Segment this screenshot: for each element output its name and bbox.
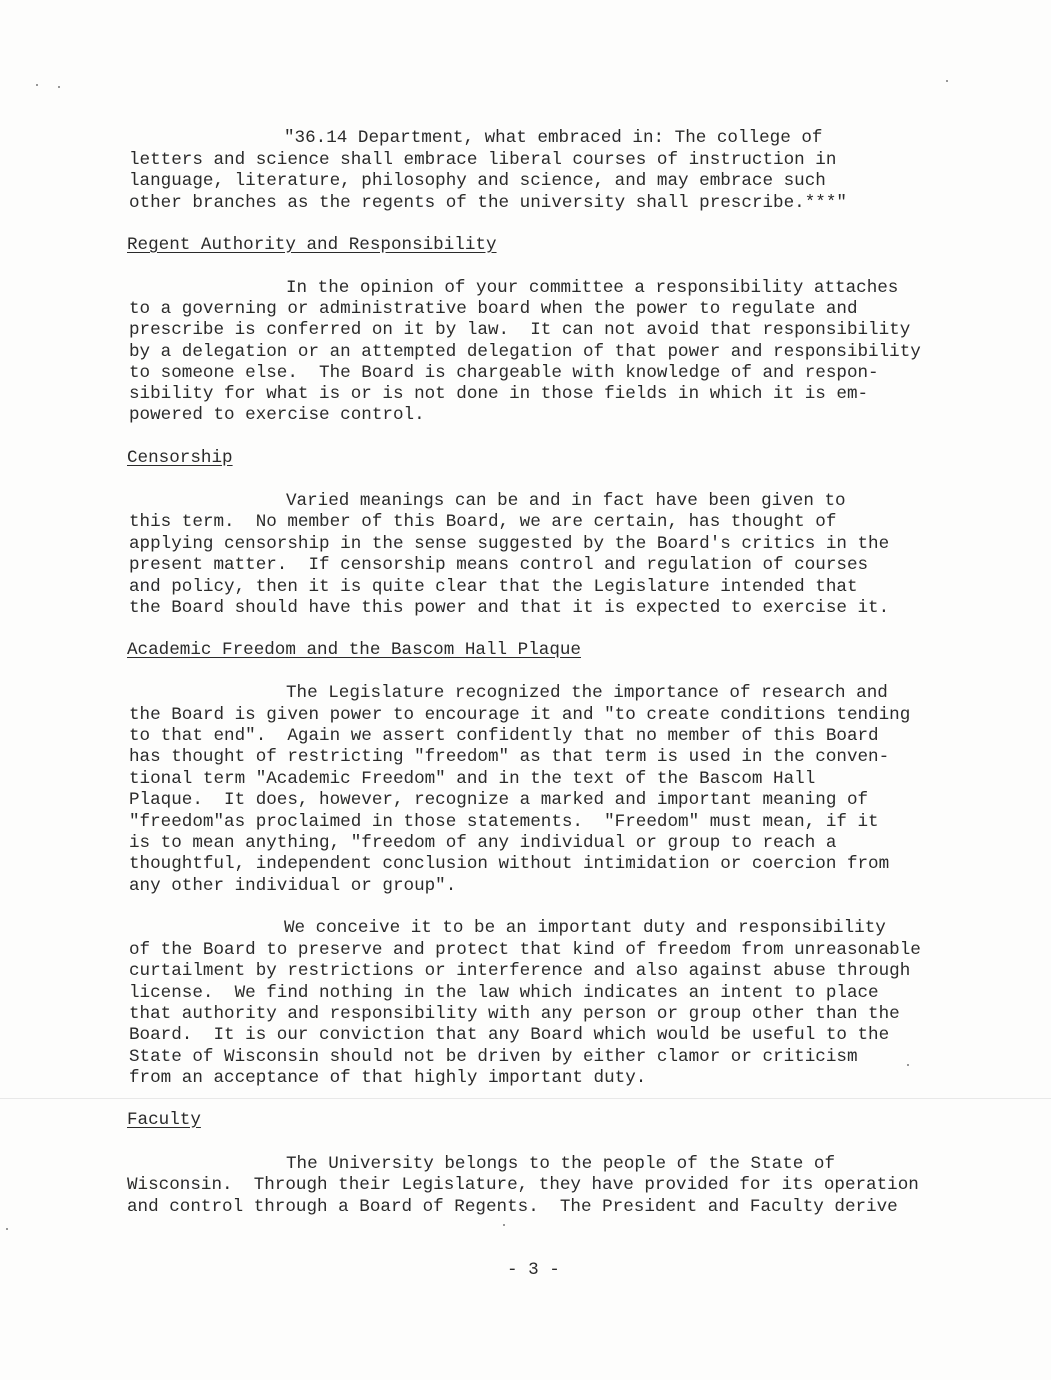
paragraph-line: this term. No member of this Board, we are certain, has thought of xyxy=(129,512,837,532)
section-heading: Regent Authority and Responsibility xyxy=(127,235,497,255)
scan-speck xyxy=(907,1064,909,1066)
paragraph-line: that authority and responsibility with any person or group other than the xyxy=(129,1004,900,1024)
scan-speck xyxy=(36,84,38,86)
paragraph-line: license. We find nothing in the law which indicates an intent to place xyxy=(129,983,879,1003)
paragraph-line: The University belongs to the people of the State of xyxy=(286,1154,836,1174)
paragraph-line: applying censorship in the sense suggested by the Board's critics in the xyxy=(129,534,890,554)
paragraph-line: Plaque. It does, however, recognize a marked and important meaning of xyxy=(129,790,869,810)
paragraph-line: "freedom"as proclaimed in those statements. "Freedom" must mean, if it xyxy=(129,812,879,832)
paragraph-line: to a governing or administrative board when the power to regulate and xyxy=(129,299,858,319)
paragraph-line: to that end". Again we assert confidently that no member of this Board xyxy=(129,726,879,746)
paragraph-line: to someone else. The Board is chargeable with knowledge of and respon- xyxy=(129,363,879,383)
paragraph-line: tional term "Academic Freedom" and in the text of the Bascom Hall xyxy=(129,769,816,789)
section-heading: Faculty xyxy=(127,1110,201,1130)
paragraph-line: In the opinion of your committee a responsibility attaches xyxy=(286,278,899,298)
paragraph-line: from an acceptance of that highly important duty. xyxy=(129,1068,647,1088)
quote-line: letters and science shall embrace liberal courses of instruction in xyxy=(129,150,837,170)
paragraph-line: We conceive it to be an important duty and responsibility xyxy=(284,918,886,938)
section-heading: Academic Freedom and the Bascom Hall Plaque xyxy=(127,640,581,660)
scan-speck xyxy=(946,80,948,82)
paragraph-line: sibility for what is or is not done in those fields in which it is em- xyxy=(129,384,869,404)
paragraph-line: the Board is given power to encourage it and "to create conditions tending xyxy=(129,705,911,725)
paragraph-line: Varied meanings can be and in fact have been given to xyxy=(286,491,846,511)
scan-artifact-line xyxy=(0,1098,1051,1099)
paragraph-line: any other individual or group". xyxy=(129,876,457,896)
paragraph-line: State of Wisconsin should not be driven by either clamor or criticism xyxy=(129,1047,858,1067)
paragraph-line: powered to exercise control. xyxy=(129,405,425,425)
scan-speck xyxy=(503,1224,505,1226)
scan-speck xyxy=(6,1228,8,1230)
section-heading: Censorship xyxy=(127,448,233,468)
paragraph-line: and control through a Board of Regents. The President and Faculty derive xyxy=(127,1197,898,1217)
paragraph-line: prescribe is conferred on it by law. It can not avoid that responsibility xyxy=(129,320,911,340)
paragraph-line: by a delegation or an attempted delegation of that power and responsibility xyxy=(129,342,921,362)
quote-line: "36.14 Department, what embraced in: The college of xyxy=(284,128,823,148)
paragraph-line: and policy, then it is quite clear that the Legislature intended that xyxy=(129,577,858,597)
quote-line: other branches as the regents of the university shall prescribe.***" xyxy=(129,193,847,213)
paragraph-line: is to mean anything, "freedom of any individual or group to reach a xyxy=(129,833,837,853)
paragraph-line: curtailment by restrictions or interference and also against abuse through xyxy=(129,961,911,981)
page-number: - 3 - xyxy=(507,1260,560,1280)
quote-line: language, literature, philosophy and science, and may embrace such xyxy=(129,171,826,191)
paragraph-line: thoughtful, independent conclusion without intimidation or coercion from xyxy=(129,854,890,874)
paragraph-line: Wisconsin. Through their Legislature, they have provided for its operation xyxy=(127,1175,919,1195)
paragraph-line: has thought of restricting "freedom" as that term is used in the conven- xyxy=(129,747,890,767)
paragraph-line: present matter. If censorship means control and regulation of courses xyxy=(129,555,869,575)
scan-speck xyxy=(58,86,60,88)
paragraph-line: The Legislature recognized the importance of research and xyxy=(286,683,888,703)
paragraph-line: the Board should have this power and that it is expected to exercise it. xyxy=(129,598,890,618)
paragraph-line: of the Board to preserve and protect that kind of freedom from unreasonable xyxy=(129,940,921,960)
paragraph-line: Board. It is our conviction that any Board which would be useful to the xyxy=(129,1025,890,1045)
